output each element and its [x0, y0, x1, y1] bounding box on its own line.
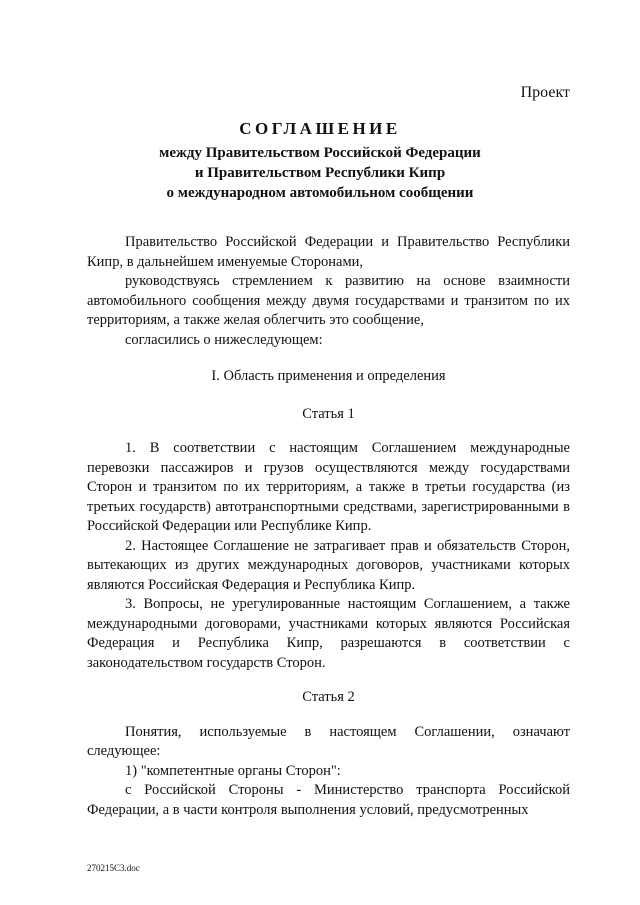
- article-2-paragraph: с Российской Стороны - Министерство транспорта Российской Федерации, а в части контроля выполнения условий, предусмотренных: [87, 782, 570, 818]
- article-2-heading: Статья 2: [302, 689, 355, 705]
- article-2-paragraph: Понятия, используемые в настоящем Соглашении, означают следующее:: [87, 723, 570, 759]
- article-1-paragraph: 1. В соответствии с настоящим Соглашением международные перевозки пассажиров и грузов осуществляются между государствами Сторон и транзитом по их территориям, а также в третьи государства (из третьих государств) автотранспортными средствами, зарегистрированными в Российской Федерации или Республике Кипр.: [87, 440, 570, 534]
- document-subtitle: [0, 143, 640, 203]
- preamble-paragraph: согласились о нижеследующем:: [125, 331, 323, 348]
- draft-label: Проект: [520, 84, 570, 101]
- section-heading: I. Область применения и определения: [211, 368, 446, 384]
- subtitle-line: о международном автомобильном сообщении: [166, 185, 474, 201]
- document-body: [87, 233, 570, 820]
- footer-filename: 270215C3.doc: [87, 863, 140, 873]
- document-title: СОГЛАШЕНИЕ: [239, 119, 401, 138]
- subtitle-line: между Правительством Российской Федерации: [159, 145, 481, 161]
- subtitle-line: и Правительством Республики Кипр: [194, 165, 446, 181]
- preamble-paragraph: руководствуясь стремлением к развитию на основе взаимности автомобильного сообщения между двумя государствами и транзитом по их территориям, а также желая облегчить это сообщение,: [87, 273, 570, 328]
- article-1-heading: Статья 1: [302, 405, 355, 422]
- article-1-paragraph: 3. Вопросы, не урегулированные настоящим Соглашением, а также международными договорами, участниками которых являются Российская Федерация и Республика Кипр, разрешаются в соответствии с законодательством государств Сторон.: [87, 596, 570, 671]
- article-2-paragraph: 1) "компетентные органы Сторон":: [125, 762, 341, 779]
- preamble-paragraph: Правительство Российской Федерации и Правительство Республики Кипр, в дальнейшем именуемые Сторонами,: [87, 234, 570, 270]
- article-1-paragraph: 2. Настоящее Соглашение не затрагивает прав и обязательств Сторон, вытекающих из других международных договоров, участниками которых являются Российская Федерация и Республика Кипр.: [87, 537, 570, 593]
